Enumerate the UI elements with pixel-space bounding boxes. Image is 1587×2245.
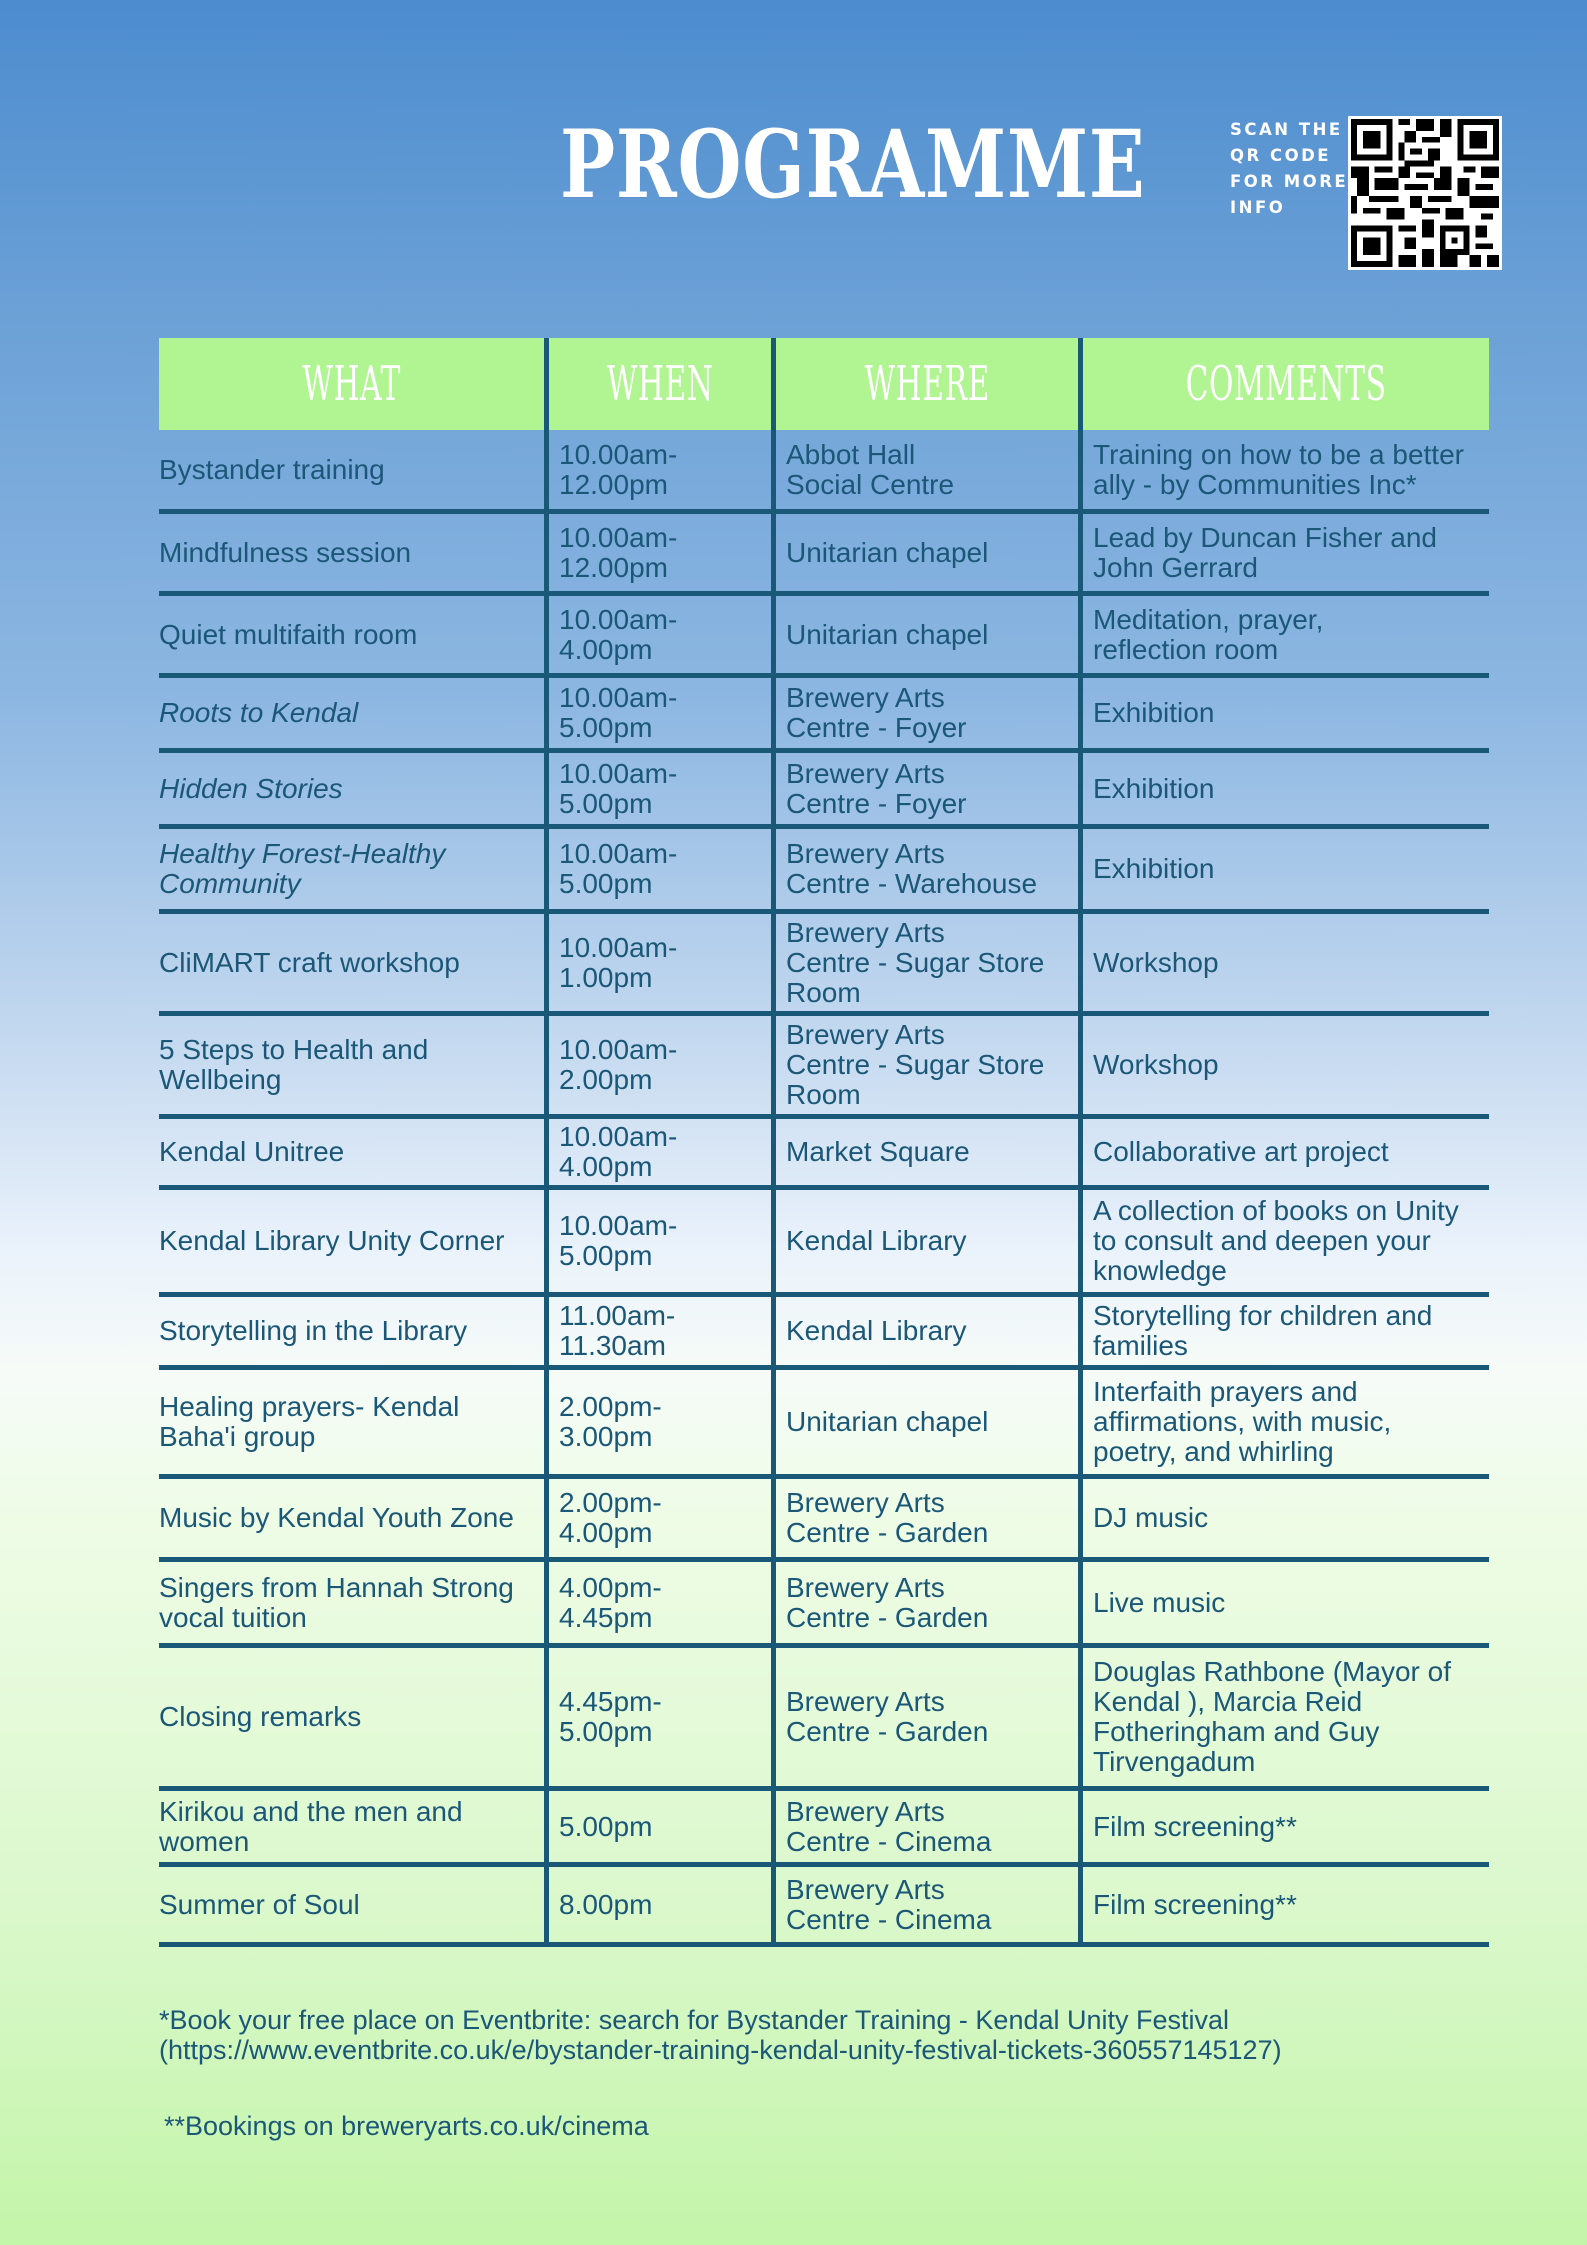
cell-text: Community bbox=[159, 868, 301, 899]
programme-table bbox=[159, 338, 1489, 1947]
cell-text: Live music bbox=[1093, 1586, 1226, 1618]
cell-comments bbox=[1078, 514, 1489, 591]
cell-comments bbox=[1078, 914, 1489, 1011]
cell-text: 4.00pm bbox=[559, 1151, 653, 1182]
table-row bbox=[159, 514, 1489, 596]
cell-text: 12.00pm bbox=[559, 468, 668, 500]
eventbrite-footnote-text: *Book your free place on Eventbrite: search for Bystander Training - Kendal Unity Festival bbox=[159, 2005, 1230, 2035]
cell-text: 10.00am- bbox=[559, 1210, 678, 1241]
cell-text: Abbot Hall bbox=[786, 438, 916, 470]
cell-comments bbox=[1078, 678, 1489, 748]
cell-what bbox=[159, 1648, 544, 1786]
cell-text: 2.00pm- bbox=[559, 1391, 662, 1422]
cell-text: 5.00pm bbox=[559, 1240, 653, 1271]
cell-when bbox=[544, 430, 771, 509]
header-where bbox=[771, 338, 1078, 430]
cell-text: poetry, and whirling bbox=[1093, 1436, 1334, 1467]
cell-text: 2.00pm- bbox=[559, 1487, 662, 1518]
qr-label-line: INFO bbox=[1230, 198, 1286, 217]
cell-text: Centre - Sugar Store bbox=[786, 946, 1045, 978]
cell-text: 4.00pm- bbox=[559, 1571, 662, 1603]
cell-text: 12.00pm bbox=[559, 551, 668, 583]
cell-text: Tirvengadum bbox=[1093, 1746, 1256, 1777]
footnotes bbox=[159, 2005, 1282, 2141]
cell-text: Brewery Arts bbox=[786, 757, 945, 789]
cell-where bbox=[771, 753, 1078, 824]
cell-when bbox=[544, 1190, 771, 1292]
table-row bbox=[159, 1190, 1489, 1297]
cell-text: 5.00pm bbox=[559, 1810, 653, 1842]
cell-text: reflection room bbox=[1093, 633, 1279, 665]
cell-where bbox=[771, 1119, 1078, 1185]
cell-what bbox=[159, 514, 544, 591]
cell-text: Centre - Garden bbox=[786, 1716, 989, 1747]
cell-comments bbox=[1078, 1867, 1489, 1942]
cell-what bbox=[159, 829, 544, 909]
cell-where bbox=[771, 1479, 1078, 1557]
header-label: WHAT bbox=[302, 356, 401, 412]
table-row bbox=[159, 596, 1489, 678]
cell-text: Centre - Cinema bbox=[786, 1825, 992, 1857]
cell-text: Unitarian chapel bbox=[786, 536, 989, 568]
cell-when bbox=[544, 678, 771, 748]
cell-where bbox=[771, 1297, 1078, 1365]
cell-text: Kendal Library bbox=[786, 1315, 967, 1346]
cell-text: Storytelling for children and bbox=[1093, 1300, 1433, 1331]
cell-text: 5.00pm bbox=[559, 868, 653, 899]
cell-text: 10.00am- bbox=[559, 1121, 678, 1152]
cell-where bbox=[771, 678, 1078, 748]
cell-what bbox=[159, 1867, 544, 1942]
cell-text: Brewery Arts bbox=[786, 838, 945, 869]
header-label: WHERE bbox=[864, 356, 990, 412]
cell-what bbox=[159, 753, 544, 824]
cell-when bbox=[544, 1370, 771, 1474]
cell-where bbox=[771, 1791, 1078, 1862]
cell-when bbox=[544, 1562, 771, 1643]
cell-where bbox=[771, 1562, 1078, 1643]
cell-where bbox=[771, 914, 1078, 1011]
cell-what bbox=[159, 914, 544, 1011]
cell-text: Brewery Arts bbox=[786, 1487, 945, 1518]
header-when bbox=[544, 338, 771, 430]
cell-text: Music by Kendal Youth Zone bbox=[159, 1502, 514, 1533]
cell-text: Market Square bbox=[786, 1136, 970, 1167]
cell-when bbox=[544, 829, 771, 909]
cell-text: to consult and deepen your bbox=[1093, 1225, 1431, 1256]
cell-what bbox=[159, 430, 544, 509]
table-row bbox=[159, 914, 1489, 1016]
cell-where bbox=[771, 1370, 1078, 1474]
cell-text: 10.00am- bbox=[559, 682, 678, 713]
table-row bbox=[159, 1119, 1489, 1190]
cell-text: Exhibition bbox=[1093, 853, 1215, 884]
cell-comments bbox=[1078, 753, 1489, 824]
cell-text: Exhibition bbox=[1093, 772, 1215, 804]
cell-text: 10.00am- bbox=[559, 1034, 678, 1065]
cell-text: 4.45pm bbox=[559, 1601, 653, 1633]
header-comments bbox=[1078, 338, 1489, 430]
cell-when bbox=[544, 1867, 771, 1942]
cell-text: A collection of books on Unity bbox=[1093, 1195, 1459, 1226]
cell-text: Brewery Arts bbox=[786, 1571, 945, 1603]
cell-text: Workshop bbox=[1093, 946, 1219, 978]
cell-text: Training on how to be a better bbox=[1093, 438, 1464, 470]
cell-text: Social Centre bbox=[786, 468, 955, 500]
cell-text: Summer of Soul bbox=[159, 1888, 360, 1920]
table-row bbox=[159, 1370, 1489, 1479]
cell-text: 10.00am- bbox=[559, 757, 678, 789]
cell-text: Exhibition bbox=[1093, 697, 1215, 728]
cell-text: 4.00pm bbox=[559, 1517, 653, 1548]
cell-where bbox=[771, 1016, 1078, 1114]
cell-what bbox=[159, 1119, 544, 1185]
cell-text: John Gerrard bbox=[1093, 551, 1258, 583]
cell-comments bbox=[1078, 596, 1489, 673]
cell-comments bbox=[1078, 1190, 1489, 1292]
cell-text: vocal tuition bbox=[159, 1601, 307, 1633]
cell-text: Centre - Garden bbox=[786, 1601, 989, 1633]
cell-text: 11.30am bbox=[559, 1330, 666, 1361]
table-row bbox=[159, 430, 1489, 514]
qr-code-graphic bbox=[1351, 119, 1499, 267]
cell-text: Unitarian chapel bbox=[786, 618, 989, 650]
cell-comments bbox=[1078, 1791, 1489, 1862]
table-row bbox=[159, 1867, 1489, 1947]
cell-text: Brewery Arts bbox=[786, 916, 945, 948]
cell-text: 5.00pm bbox=[559, 712, 653, 743]
cell-when bbox=[544, 1016, 771, 1114]
table-row bbox=[159, 678, 1489, 753]
cell-when bbox=[544, 1791, 771, 1862]
cell-text: Kirikou and the men and bbox=[159, 1795, 463, 1827]
cell-text: Fotheringham and Guy bbox=[1093, 1716, 1380, 1747]
cell-where bbox=[771, 514, 1078, 591]
table-header bbox=[159, 338, 1489, 430]
cell-text: Unitarian chapel bbox=[786, 1406, 989, 1437]
cell-comments bbox=[1078, 1297, 1489, 1365]
table-row bbox=[159, 1479, 1489, 1562]
cell-text: Lead by Duncan Fisher and bbox=[1093, 521, 1437, 553]
cell-what bbox=[159, 1297, 544, 1365]
cell-comments bbox=[1078, 1370, 1489, 1474]
page-title: PROGRAMME bbox=[560, 110, 1146, 220]
cell-text: Brewery Arts bbox=[786, 1019, 945, 1050]
eventbrite-footnote bbox=[159, 2005, 1282, 2065]
table-row bbox=[159, 1016, 1489, 1119]
cell-text: Kendal ), Marcia Reid bbox=[1093, 1686, 1363, 1717]
table-row bbox=[159, 1297, 1489, 1370]
cell-text: Brewery Arts bbox=[786, 682, 945, 713]
cell-text: ally - by Communities Inc* bbox=[1093, 468, 1417, 500]
cell-text: 11.00am- bbox=[559, 1300, 676, 1331]
cell-comments bbox=[1078, 1479, 1489, 1557]
header-label: WHEN bbox=[606, 356, 714, 412]
cell-text: Centre - Cinema bbox=[786, 1903, 992, 1935]
cell-text: Storytelling in the Library bbox=[159, 1315, 468, 1346]
cell-text: Centre - Foyer bbox=[786, 712, 967, 743]
cell-comments bbox=[1078, 1016, 1489, 1114]
table-row bbox=[159, 1791, 1489, 1867]
cell-text: Closing remarks bbox=[159, 1701, 362, 1732]
cell-text: 4.45pm- bbox=[559, 1686, 662, 1717]
cell-text: Douglas Rathbone (Mayor of bbox=[1093, 1656, 1451, 1687]
cell-text: Hidden Stories bbox=[159, 772, 343, 804]
cell-when bbox=[544, 1479, 771, 1557]
cell-text: Room bbox=[786, 976, 861, 1008]
qr-instruction bbox=[1230, 117, 1350, 221]
cell-text: Baha'i group bbox=[159, 1421, 316, 1452]
cell-text: 8.00pm bbox=[559, 1888, 653, 1920]
cell-what bbox=[159, 1479, 544, 1557]
cell-comments bbox=[1078, 1562, 1489, 1643]
cell-when bbox=[544, 753, 771, 824]
cell-what bbox=[159, 1016, 544, 1114]
cell-text: 5.00pm bbox=[559, 787, 653, 819]
cell-when bbox=[544, 596, 771, 673]
cell-when bbox=[544, 514, 771, 591]
cell-text: 10.00am- bbox=[559, 931, 678, 963]
cell-text: 3.00pm bbox=[559, 1421, 653, 1452]
cell-text: 4.00pm bbox=[559, 633, 653, 665]
cell-where bbox=[771, 1190, 1078, 1292]
cell-what bbox=[159, 596, 544, 673]
cell-what bbox=[159, 1791, 544, 1862]
qr-label-line: SCAN THE bbox=[1230, 120, 1343, 139]
cell-where bbox=[771, 1648, 1078, 1786]
cell-text: Room bbox=[786, 1079, 861, 1110]
qr-label-line: QR CODE bbox=[1230, 146, 1332, 165]
cell-where bbox=[771, 1867, 1078, 1942]
cell-text: Collaborative art project bbox=[1093, 1136, 1389, 1167]
cell-when bbox=[544, 1297, 771, 1365]
table-body bbox=[159, 430, 1489, 1947]
eventbrite-link[interactable]: (https://www.eventbrite.co.uk/e/bystander-training-kendal-unity-festival-tickets-360557145127) bbox=[159, 2035, 1282, 2065]
cell-text: Brewery Arts bbox=[786, 1795, 945, 1827]
cell-text: Workshop bbox=[1093, 1049, 1219, 1080]
cell-comments bbox=[1078, 430, 1489, 509]
cell-text: Mindfulness session bbox=[159, 536, 412, 568]
cell-text: 10.00am- bbox=[559, 438, 678, 470]
cell-text: Kendal Library Unity Corner bbox=[159, 1225, 505, 1256]
cell-where bbox=[771, 430, 1078, 509]
cell-when bbox=[544, 914, 771, 1011]
cell-text: Centre - Foyer bbox=[786, 787, 967, 819]
qr-code-icon[interactable] bbox=[1348, 116, 1502, 270]
cell-text: Film screening** bbox=[1093, 1810, 1297, 1842]
cell-text: Kendal Unitree bbox=[159, 1136, 345, 1167]
cell-where bbox=[771, 596, 1078, 673]
cell-text: knowledge bbox=[1093, 1255, 1227, 1286]
cell-comments bbox=[1078, 829, 1489, 909]
table-row bbox=[159, 753, 1489, 829]
cell-text: Singers from Hannah Strong bbox=[159, 1571, 514, 1603]
cell-text: Film screening** bbox=[1093, 1888, 1297, 1920]
header-label: COMMENTS bbox=[1185, 356, 1387, 412]
cell-what bbox=[159, 1562, 544, 1643]
cell-text: Roots to Kendal bbox=[159, 697, 359, 728]
cell-text: families bbox=[1093, 1330, 1188, 1361]
cell-comments bbox=[1078, 1119, 1489, 1185]
cell-text: Centre - Garden bbox=[786, 1517, 989, 1548]
cell-what bbox=[159, 678, 544, 748]
cell-text: 2.00pm bbox=[559, 1064, 653, 1095]
cell-text: Brewery Arts bbox=[786, 1686, 945, 1717]
cell-text: DJ music bbox=[1093, 1502, 1209, 1533]
table-row bbox=[159, 1562, 1489, 1648]
cell-text: Healthy Forest-Healthy bbox=[159, 838, 446, 869]
cell-text: women bbox=[159, 1825, 250, 1857]
cell-text: Interfaith prayers and bbox=[1093, 1376, 1358, 1407]
cell-when bbox=[544, 1648, 771, 1786]
cell-text: Meditation, prayer, bbox=[1093, 603, 1324, 635]
cell-text: 10.00am- bbox=[559, 603, 678, 635]
qr-label-line: FOR MORE bbox=[1230, 172, 1349, 191]
cell-what bbox=[159, 1190, 544, 1292]
cell-text: Kendal Library bbox=[786, 1225, 967, 1256]
cell-what bbox=[159, 1370, 544, 1474]
table-row bbox=[159, 1648, 1489, 1791]
cell-text: Centre - Warehouse bbox=[786, 868, 1038, 899]
cell-text: 1.00pm bbox=[559, 961, 653, 993]
cell-when bbox=[544, 1119, 771, 1185]
cell-text: 10.00am- bbox=[559, 521, 678, 553]
cell-text: Bystander training bbox=[159, 453, 385, 485]
cell-text: affirmations, with music, bbox=[1093, 1406, 1392, 1437]
cell-comments bbox=[1078, 1648, 1489, 1786]
cell-text: Healing prayers- Kendal bbox=[159, 1391, 460, 1422]
cinema-footnote: **Bookings on breweryarts.co.uk/cinema bbox=[164, 2111, 649, 2141]
cell-text: Wellbeing bbox=[159, 1064, 282, 1095]
header-what bbox=[159, 338, 544, 430]
cell-text: CliMART craft workshop bbox=[159, 946, 460, 978]
cell-text: 5.00pm bbox=[559, 1716, 653, 1747]
table-row bbox=[159, 829, 1489, 914]
cell-text: 5 Steps to Health and bbox=[159, 1034, 429, 1065]
cell-text: Centre - Sugar Store bbox=[786, 1049, 1045, 1080]
cell-text: Brewery Arts bbox=[786, 1873, 945, 1905]
cell-where bbox=[771, 829, 1078, 909]
cell-text: 10.00am- bbox=[559, 838, 678, 869]
cell-text: Quiet multifaith room bbox=[159, 618, 418, 650]
